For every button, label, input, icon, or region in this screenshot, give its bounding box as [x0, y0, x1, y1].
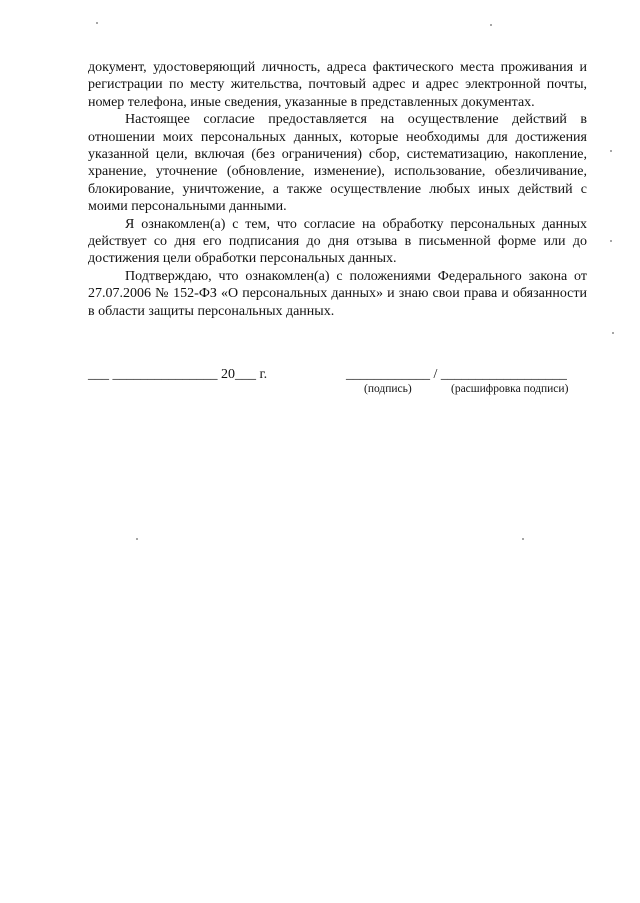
signature-caption: (подпись) — [364, 383, 412, 395]
date-line: ___ _______________ 20___ г. — [88, 367, 268, 382]
scan-speck — [610, 150, 612, 152]
scan-speck — [136, 538, 138, 540]
paragraph-law-confirmation: Подтверждаю, что ознакомлен(а) с положениями Федерального закона от 27.07.2006 № 152-ФЗ «О персональных данных» и знаю свои права и обязанности в области защиты персональных данных. — [88, 268, 587, 319]
paragraph-consent-actions: Настоящее согласие предоставляется на осуществление действий в отношении моих персональных данных, которые необходимы для достижения указанной цели, включая (без ограничения) сбор, систематизацию, накопление, хранение, уточнение (обновление, изменение), использование, обезличивание, блокирование, уничтожение, а также осуществление любых иных действий с моими персональными данными. — [88, 112, 587, 215]
paragraph-documents-list: документ, удостоверяющий личность, адреса фактического места проживания и регистрации по месту жительства, почтовый адрес и адрес электронной почты, номер телефона, иные сведения, указанные в представленных документах. — [88, 60, 587, 110]
scan-speck — [490, 24, 492, 26]
signature-decode-caption: (расшифровка подписи) — [451, 383, 569, 395]
scan-speck — [96, 22, 98, 24]
scan-speck — [610, 240, 612, 242]
signature-line: ____________ / __________________ — [346, 367, 567, 382]
scan-speck — [612, 332, 614, 334]
consent-text — [88, 59, 587, 320]
paragraph-consent-validity: Я ознакомлен(а) с тем, что согласие на обработку персональных данных действует со дня его подписания до дня отзыва в письменной форме или до достижения цели обработки персональных данных. — [88, 216, 587, 267]
scan-speck — [522, 538, 524, 540]
